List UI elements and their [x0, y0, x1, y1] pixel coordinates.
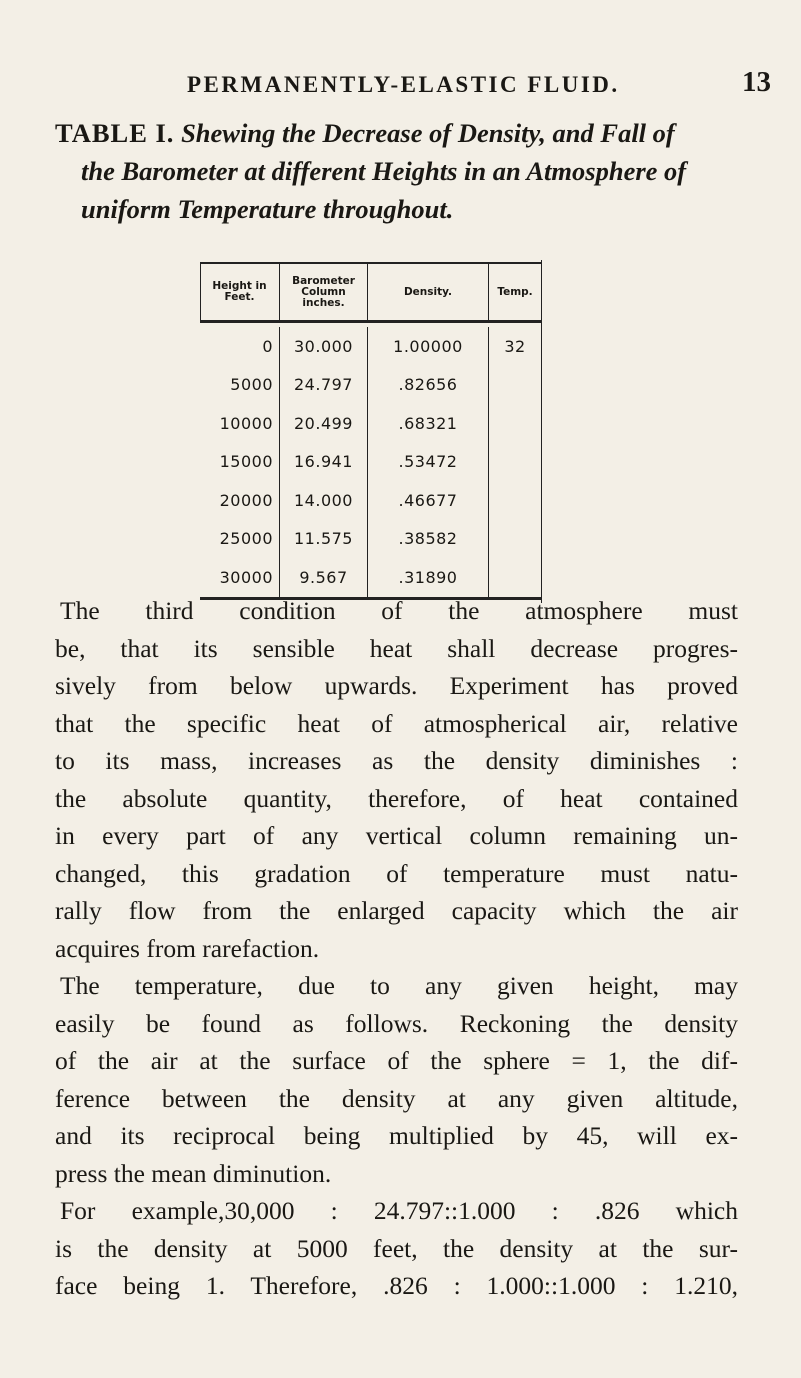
table-left-rule	[200, 262, 201, 321]
cell-height: 10000	[200, 404, 280, 443]
text-line: For example,30,000 : 24.797::1.000 : .826 which	[60, 1196, 738, 1225]
table-row	[200, 520, 541, 559]
text-line: changed, this gradation of temperature must natu-	[55, 858, 738, 888]
cell-temp	[489, 404, 541, 443]
text-line: The third condition of the atmosphere must	[60, 596, 738, 625]
body-text	[55, 592, 738, 1305]
cell-barometer: 16.941	[280, 443, 368, 482]
cell-temp	[489, 520, 541, 559]
table-row	[200, 443, 541, 482]
table-row	[200, 323, 541, 366]
table-body	[200, 323, 541, 600]
text-line: of the air at the surface of the sphere = 1, the dif-	[55, 1046, 738, 1075]
text-line: to its mass, increases as the density diminishes :	[55, 746, 738, 775]
table-row	[200, 404, 541, 443]
text-line: easily be found as follows. Reckoning the density	[55, 1008, 738, 1038]
text-line: sively from below upwards. Experiment has proved	[55, 671, 738, 700]
cell-temp	[489, 366, 541, 405]
text-line: ference between the density at any given altitude,	[55, 1083, 738, 1113]
text-line: face being 1. Therefore, .826 : 1.000::1.000 : 1.210,	[55, 1271, 738, 1300]
text-line: in every part of any vertical column remaining un-	[55, 821, 738, 850]
cell-density: .53472	[368, 443, 489, 482]
cell-barometer: 24.797	[280, 366, 368, 405]
text-line: rally flow from the enlarged capacity which the air	[55, 896, 738, 925]
table-row	[200, 366, 541, 405]
cell-density: .38582	[368, 520, 489, 559]
cell-barometer: 9.567	[280, 558, 368, 597]
cell-density: 1.00000	[368, 327, 489, 366]
cell-height: 30000	[200, 558, 280, 597]
cell-barometer: 30.000	[280, 327, 368, 366]
table-row	[200, 558, 541, 597]
running-head: PERMANENTLY-ELASTIC FLUID.	[187, 72, 620, 97]
cell-barometer: 20.499	[280, 404, 368, 443]
cell-height: 25000	[200, 520, 280, 559]
cell-height: 0	[200, 327, 280, 366]
cell-density: .31890	[368, 558, 489, 597]
table-label: TABLE I.	[55, 118, 175, 148]
cell-density: .82656	[368, 366, 489, 405]
page-number: 13	[742, 66, 771, 98]
cell-temp	[489, 443, 541, 482]
caption-line-3: uniform Temperature throughout.	[81, 194, 454, 224]
text-line: The temperature, due to any given height, may	[60, 971, 738, 1000]
header-barometer: Barometer Column inches.	[280, 264, 368, 320]
table-right-rule	[541, 260, 542, 603]
text-line: and its reciprocal being multiplied by 45, will ex-	[55, 1121, 738, 1150]
cell-density: .68321	[368, 404, 489, 443]
table-caption	[55, 114, 735, 228]
cell-barometer: 14.000	[280, 481, 368, 520]
header-temp: Temp.	[497, 285, 533, 298]
table-row	[200, 481, 541, 520]
caption-line-1: Shewing the Decrease of Density, and Fall of	[181, 118, 675, 148]
cell-height: 15000	[200, 443, 280, 482]
cell-temp	[489, 481, 541, 520]
density-table	[200, 262, 541, 600]
cell-density: .46677	[368, 481, 489, 520]
text-line: the absolute quantity, therefore, of heat contained	[55, 783, 738, 813]
text-line: acquires from rarefaction.	[55, 933, 320, 963]
text-line: be, that its sensible heat shall decrease progres-	[55, 633, 738, 663]
cell-temp: 32	[504, 336, 526, 356]
cell-barometer: 11.575	[280, 520, 368, 559]
cell-temp	[489, 558, 541, 597]
header-height: Height in Feet.	[200, 264, 280, 320]
caption-line-2: the Barometer at different Heights in an Atmosphere of	[81, 156, 687, 186]
table-header-row	[200, 262, 541, 323]
cell-height: 20000	[200, 481, 280, 520]
text-line: that the specific heat of atmospherical air, relative	[55, 708, 738, 738]
header-density: Density.	[368, 264, 489, 320]
text-line: press the mean diminution.	[55, 1158, 332, 1188]
text-line: is the density at 5000 feet, the density at the sur-	[55, 1233, 738, 1263]
cell-height: 5000	[200, 366, 280, 405]
